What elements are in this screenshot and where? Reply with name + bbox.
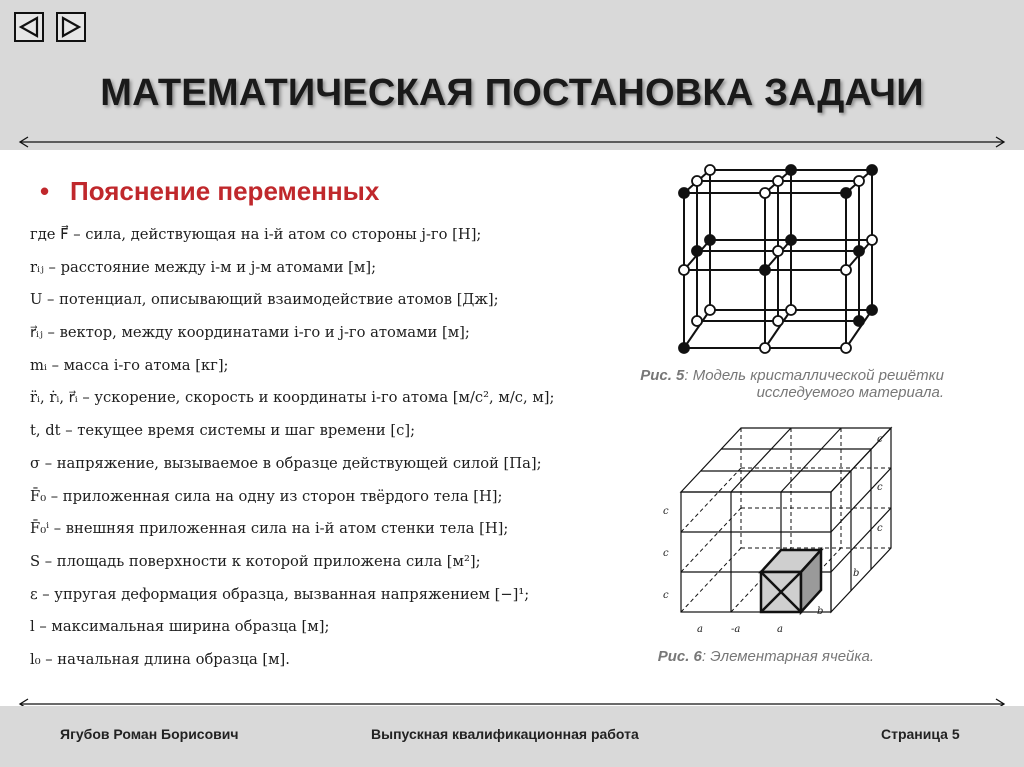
forward-button[interactable] <box>56 12 86 42</box>
figure5-caption-line2: исследуемого материала. <box>756 384 944 401</box>
label-c4: c <box>877 434 883 445</box>
triangle-left-icon <box>18 16 40 38</box>
variable-line: где F⃗ – сила, действующая на i-й атом со стороны j-го [Н]; <box>30 225 482 243</box>
variable-line: ε – упругая деформация образца, вызванная напряжением [−]¹; <box>30 584 530 603</box>
variable-line: F̄₀ⁱ – внешняя приложенная сила на i-й атом стенки тела [Н]; <box>30 519 509 538</box>
footer-author: Ягубов Роман Борисович <box>60 726 239 742</box>
label-b2: b <box>817 606 824 617</box>
section-heading <box>40 176 379 207</box>
variables-list <box>30 218 590 676</box>
label-c6: c <box>877 523 883 534</box>
section-title: Пояснение переменных <box>70 176 380 206</box>
variable-line: S – площадь поверхности к которой приложена сила [м²]; <box>30 551 481 570</box>
label-c3: c <box>663 590 669 601</box>
label-c5: c <box>877 482 883 493</box>
figure5-caption <box>560 367 944 401</box>
footer-page-number: Страница 5 <box>881 726 960 742</box>
label-c2: c <box>663 548 669 559</box>
variable-line: mᵢ – масса i-го атома [кг]; <box>30 355 229 374</box>
crystal-lattice-figure <box>664 158 894 363</box>
variable-line: σ – напряжение, вызываемое в образце действующей силой [Па]; <box>30 453 542 472</box>
figure6-caption <box>560 648 874 665</box>
bullet: • <box>40 176 50 206</box>
label-a3: a <box>777 624 783 635</box>
triangle-right-icon <box>60 16 82 38</box>
figure5-label: Рис. 5 <box>640 367 685 384</box>
variable-line: l – максимальная ширина образца [м]; <box>30 617 330 636</box>
variable-line: F̄₀ – приложенная сила на одну из сторон твёрдого тела [Н]; <box>30 486 503 505</box>
variable-line: t, dt – текущее время системы и шаг времени [с]; <box>30 421 416 440</box>
back-button[interactable] <box>14 12 44 42</box>
header-divider-arrow <box>18 135 1006 149</box>
figure6-caption-text: : Элементарная ячейка. <box>701 648 874 665</box>
label-b1: b <box>853 568 860 579</box>
label-a2: -a <box>731 624 741 635</box>
figure6-label: Рис. 6 <box>657 648 702 665</box>
variable-line: rᵢⱼ – расстояние между i-м и j-м атомами [м]; <box>30 257 377 276</box>
variable-line: r̈ᵢ, ṙᵢ, r⃗ᵢ – ускорение, скорость и координаты i-го атома [м/с², м/с, м]; <box>30 388 555 407</box>
variable-line: l₀ – начальная длина образца [м]. <box>30 649 290 668</box>
footer-work-title: Выпускная квалификационная работа <box>371 726 639 742</box>
page-title: МАТЕМАТИЧЕСКАЯ ПОСТАНОВКА ЗАДАЧИ <box>100 72 924 114</box>
variable-line: r⃗ᵢⱼ – вектор, между координатами i-го и j-го атомами [м]; <box>30 323 470 342</box>
unit-cell-figure <box>655 418 905 643</box>
label-c1: c <box>663 506 669 517</box>
figure5-caption-line1: : Модель кристаллической решётки <box>684 367 944 384</box>
variable-line: U – потенциал, описывающий взаимодействие атомов [Дж]; <box>30 290 499 309</box>
label-a1: a <box>697 624 703 635</box>
